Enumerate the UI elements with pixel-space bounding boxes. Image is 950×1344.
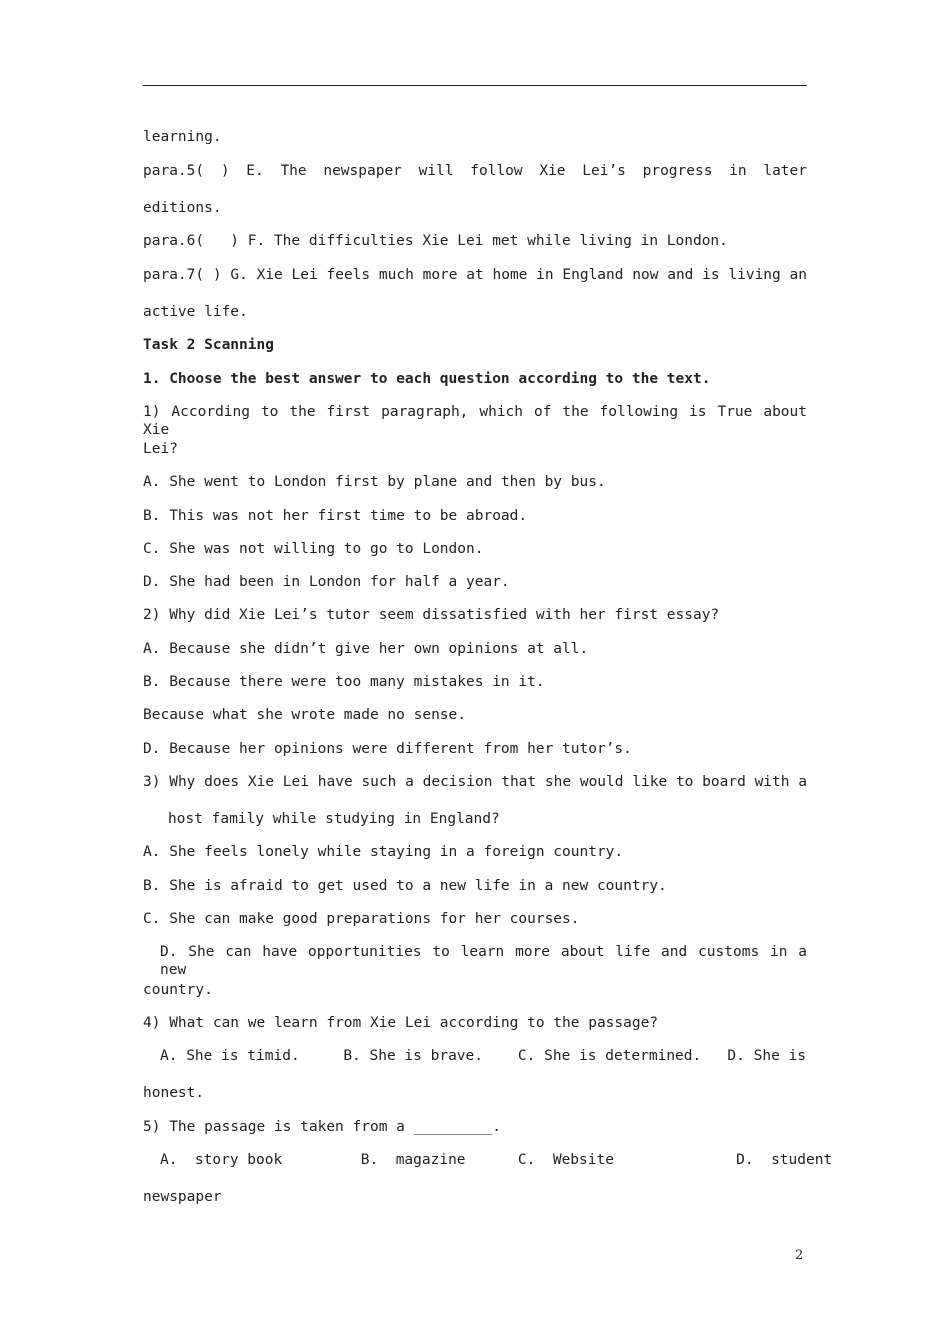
option-line: A. story book B. magazine C. Website D. student [160,1152,833,1168]
text-line: editions. [143,200,222,216]
header-rule [143,85,807,86]
option-line: A. Because she didn’t give her own opinions at all. [143,641,589,657]
option-line: A. She feels lonely while staying in a foreign country. [143,844,624,860]
text-line: learning. [143,129,222,145]
option-line: B. She is afraid to get used to a new life in a new country. [143,878,667,894]
option-line: Because what she wrote made no sense. [143,707,467,723]
text-line: para.5( ) E. The newspaper will follow Xie Lei’s progress in later [143,163,807,179]
option-line: D. She had been in London for half a year. [143,574,510,590]
option-line: A. She went to London first by plane and then by bus. [143,474,606,490]
page-number: 2 [795,1248,804,1263]
option-line: A. She is timid. B. She is brave. C. She is determined. D. She is [160,1048,807,1064]
section-heading: Task 2 Scanning [143,337,274,353]
question-line: host family while studying in England? [168,811,500,827]
option-line: country. [143,982,213,998]
option-line: newspaper [143,1189,222,1205]
option-line: B. This was not her first time to be abroad. [143,508,528,524]
instruction-heading: 1. Choose the best answer to each question according to the text. [143,371,711,387]
option-line: C. She was not willing to go to London. [143,541,484,557]
question-line: 2) Why did Xie Lei’s tutor seem dissatisfied with her first essay? [143,607,720,623]
text-line: para.7( ) G. Xie Lei feels much more at home in England now and is living an [143,267,807,283]
question-line: 5) The passage is taken from a _________. [143,1119,501,1135]
question-line: 1) According to the first paragraph, which of the following is True about Xie [143,404,807,438]
text-line: active life. [143,304,248,320]
option-line: D. Because her opinions were different from her tutor’s. [143,741,632,757]
option-line: honest. [143,1085,205,1101]
question-line: 3) Why does Xie Lei have such a decision that she would like to board with a [143,774,807,790]
text-line: para.6( ) F. The difficulties Xie Lei met while living in London. [143,233,728,249]
option-line: D. She can have opportunities to learn more about life and customs in a new [160,944,807,978]
question-line: Lei? [143,441,178,457]
option-line: B. Because there were too many mistakes in it. [143,674,545,690]
question-line: 4) What can we learn from Xie Lei according to the passage? [143,1015,659,1031]
option-line: C. She can make good preparations for her courses. [143,911,580,927]
